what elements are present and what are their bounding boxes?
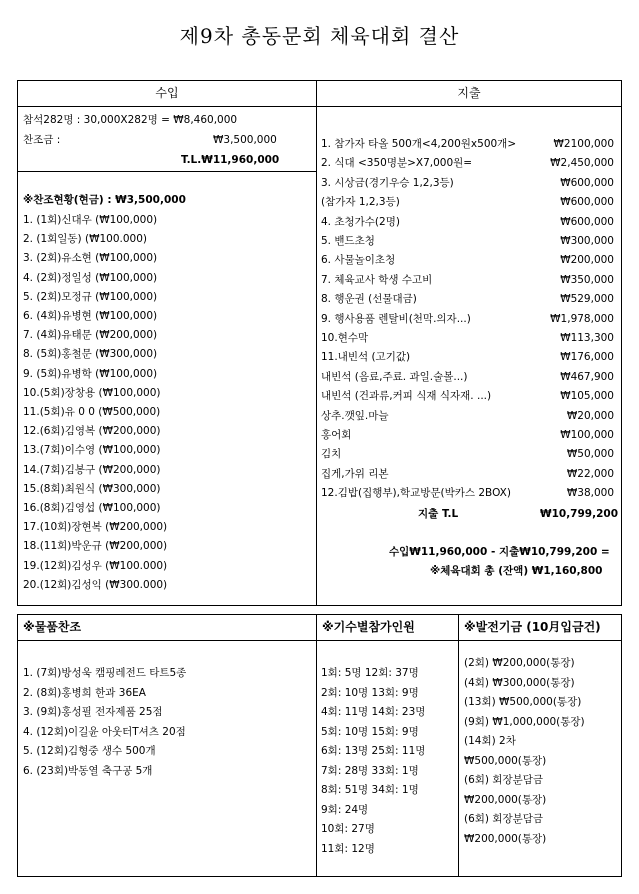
expense-item-label: 1. 참가자 타올 500개<4,200원x500개> [321,138,517,150]
participant-item: 10회: 27명 [321,823,375,835]
sponsor-item: 13.(7회)이수영 (₩100,000) [23,444,161,457]
goods-item: 2. (8회)홍병희 한과 36EA [23,686,146,699]
participant-item: 4회: 11명 14회: 23명 [321,706,426,718]
income-line-attendees: 참석282명 : 30,000X282명 = ₩8,460,000 [23,114,238,126]
expense-item-label: 내빈석 (건과류,커피 식재 식자재. ...) [321,390,492,403]
sponsor-item: 10.(5회)장창용 (₩100,000) [23,386,161,399]
expense-item-label: 3. 시상금(경기우승 1,2,3등) [321,176,454,189]
participant-item: 9회: 24명 [321,803,369,816]
goods-item: 3. (9회)홍성필 전자제품 25점 [23,706,163,718]
expense-item-amount: ₩100,000 [560,429,614,441]
expense-item-amount: ₩22,000 [566,467,614,480]
participants-header-cell [316,614,459,641]
expense-item-amount: ₩176,000 [560,351,614,364]
expense-item-label: 6. 사물놀이초청 [321,254,396,267]
expense-item-label: 내빈석 (음료,주료. 과일.술볼...) [321,370,468,383]
expense-header: 지출 [457,86,481,100]
expense-item-amount: ₩38,000 [566,487,614,500]
sponsor-item: 17.(10회)장현복 (₩200,000) [23,521,168,534]
expense-item-amount: ₩350,000 [560,273,614,286]
expense-item-amount: ₩105,000 [560,390,614,403]
expense-item-amount: ₩467,900 [560,370,614,383]
balance-summary: 수입₩11,960,000 - 지출₩10,799,200 = [389,546,610,558]
expense-item-label: 상추.깻잎.마늘 [321,409,389,422]
sponsor-item: 9. (5회)유병학 (₩100,000) [23,367,158,380]
expense-item-amount: ₩200,000 [560,254,614,267]
fund-item: (4회) ₩300,000(통장) [464,676,575,689]
expense-item-label: 12.김밥(집행부),학교방문(박카스 2BOX) [321,487,511,500]
expense-total-amount: ₩10,799,200 [540,508,619,520]
goods-item: 1. (7회)방성욱 캠핑레전드 타트5종 [23,667,187,679]
participant-item: 11회: 12명 [321,842,375,855]
goods-item: 5. (12회)김형중 생수 500개 [23,745,156,757]
expense-item-label: 7. 체육교사 학생 수고비 [321,273,433,286]
expense-item-label: 홍어회 [321,429,352,441]
expense-item-label: 11.내빈석 (고기값) [321,351,411,364]
sponsor-item: 20.(12회)김성익 (₩300.000) [23,578,168,591]
sponsor-item: 3. (2회)유소현 (₩100,000) [23,252,158,265]
sponsor-item: 14.(7회)김봉구 (₩200,000) [23,463,161,476]
participant-item: 5회: 10명 15회: 9명 [321,725,419,738]
sponsor-item: 16.(8회)김영섭 (₩100,000) [23,502,161,514]
income-header-cell [17,80,317,107]
sponsor-item: 8. (5회)홍철문 (₩300,000) [23,348,158,361]
expense-item-amount: ₩2100,000 [553,138,614,150]
income-header: 수입 [155,86,179,100]
participant-item: 1회: 5명 12회: 37명 [321,667,419,679]
participant-item: 8회: 51명 34회: 1명 [321,784,419,796]
expense-item-amount: ₩1,978,000 [550,312,614,325]
fund-header-cell [458,614,622,641]
fund-item: (13회) ₩500,000(통장) [464,696,582,708]
sponsor-item: 1. (1회)신대우 (₩100,000) [23,214,158,226]
expense-item-amount: ₩20,000 [566,409,614,422]
fund-item: (6회) 회장분담금 [464,774,544,786]
fund-item: ₩500,000(통장) [464,754,547,767]
expense-item-label: 10.현수막 [321,332,369,344]
expense-header-cell [316,80,622,107]
income-line-sponsor-label: 찬조금 : [23,134,61,146]
sponsor-item: 15.(8회)최원식 (₩300,000) [23,482,161,495]
expense-item-label: (참가자 1,2,3등) [321,196,400,209]
goods-header-cell [17,614,317,641]
goods-title: ※물품찬조 [23,620,82,634]
expense-item-label: 김치 [321,448,342,461]
sponsor-item: 7. (4회)유태문 (₩200,000) [23,329,158,342]
expense-item-amount: ₩300,000 [560,235,614,247]
expense-item-amount: ₩529,000 [560,293,614,306]
participants-title: ※기수별참가인원 [322,620,415,634]
fund-item: (9회) ₩1,000,000(통장) [464,715,585,728]
fund-item: (14회) 2차 [464,735,516,747]
fund-item: ₩200,000(통장) [464,832,547,845]
expense-item-amount: ₩50,000 [566,448,614,461]
expense-total-label: 지출 T.L [418,508,459,520]
sponsor-item: 2. (1회일동) (₩100.000) [23,233,147,246]
goods-item: 4. (12회)이길윤 아웃터T셔츠 20점 [23,725,186,738]
expense-item-label: 5. 밴드초청 [321,235,375,247]
expense-item-label: 집게,가위 리본 [321,467,389,480]
sponsor-title: ※찬조현황(현금) : ₩3,500,000 [23,194,186,206]
sponsor-item: 18.(11회)박운규 (₩200,000) [23,540,168,553]
sponsor-item: 6. (4회)유병현 (₩100,000) [23,310,158,322]
participant-item: 6회: 13명 25회: 11명 [321,745,426,757]
expense-item-amount: ₩2,450,000 [550,157,614,170]
participant-item: 7회: 28명 33회: 1명 [321,764,419,777]
participant-item: 2회: 10명 13회: 9명 [321,686,419,699]
sponsor-item: 4. (2회)정일성 (₩100,000) [23,271,158,284]
sponsor-item: 5. (2회)모정규 (₩100,000) [23,290,158,303]
expense-item-label: 9. 행사용품 렌탈비(천막.의자...) [321,312,471,325]
income-line-sponsor-amount: ₩3,500,000 [213,134,277,146]
balance-remaining: ※체육대회 총 (잔액) ₩1,160,800 [430,565,603,577]
fund-item: (2회) ₩200,000(통장) [464,657,575,669]
sponsor-item: 11.(5회)유 0 0 (₩500,000) [23,406,161,418]
goods-item: 6. (23회)박동열 축구공 5개 [23,764,153,777]
expense-item-amount: ₩113,300 [560,332,614,344]
expense-item-label: 2. 식대 <350명분>X7,000원= [321,157,473,170]
expense-item-amount: ₩600,000 [560,215,614,228]
sponsor-item: 19.(12회)김성우 (₩100.000) [23,559,168,572]
expense-item-label: 4. 초청가수(2명) [321,215,400,228]
expense-item-amount: ₩600,000 [560,196,614,209]
fund-item: (6회) 회장분담금 [464,813,544,825]
expense-item-amount: ₩600,000 [560,176,614,189]
income-total: T.L.₩11,960,000 [181,154,280,166]
page-title: 제9차 총동문회 체육대회 결산 [179,24,460,48]
sponsor-item: 12.(6회)김영복 (₩200,000) [23,425,161,438]
fund-title: ※발전기금 (10月입금건) [464,620,601,634]
expense-item-label: 8. 행운권 (선물대금) [321,293,417,306]
fund-item: ₩200,000(통장) [464,793,547,806]
